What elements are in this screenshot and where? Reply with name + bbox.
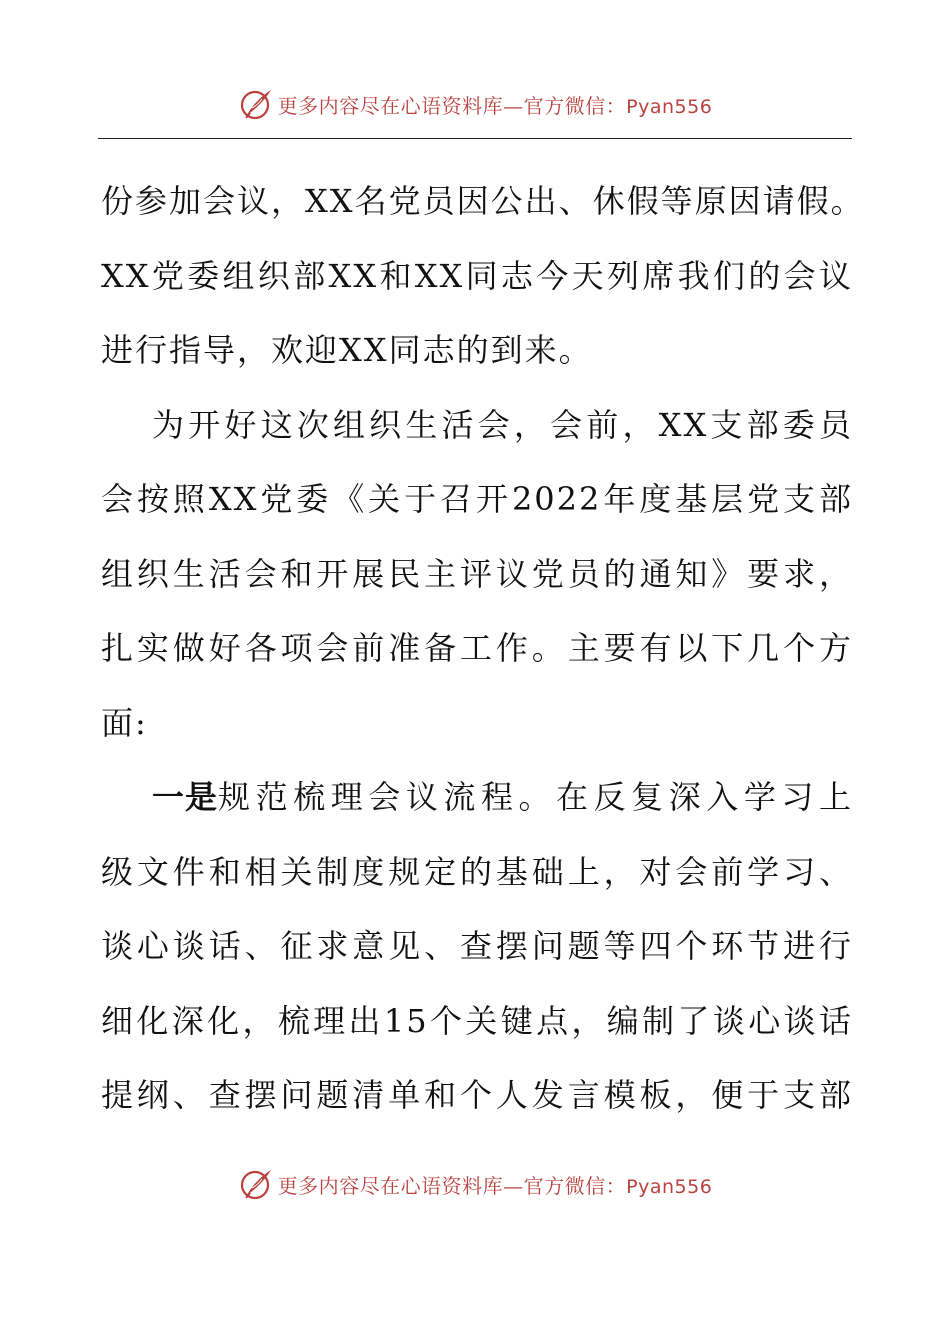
- header-banner-text: [278, 90, 713, 119]
- text-line: 提纲、查摆问题清单和个人发言模板，便于支部: [101, 1076, 853, 1114]
- paragraph-lead: 一是: [152, 778, 219, 816]
- text-line: 面:: [101, 703, 148, 742]
- header-divider: [98, 138, 852, 139]
- text-line: 谈心谈话、征求意见、查摆问题等四个环节进行: [101, 927, 853, 965]
- footer-banner-text: [278, 1170, 713, 1199]
- text-line: 扎实做好各项会前准备工作。主要有以下几个方: [101, 629, 853, 667]
- footer-banner-label: 更多内容尽在心语资料库—官方微信：: [277, 1173, 627, 1198]
- footer-banner-handle: Pyan556: [626, 1175, 713, 1198]
- quill-pen-icon: [238, 1166, 274, 1202]
- text-line: 组织生活会和开展民主评议党员的通知》要求，: [101, 554, 853, 593]
- text-line-with-lead: [101, 760, 853, 835]
- header-banner-label: 更多内容尽在心语资料库—官方微信：: [277, 93, 627, 118]
- text-line: 进行指导，欢迎XX同志的到来。: [101, 331, 593, 369]
- header-banner-handle: Pyan556: [626, 95, 713, 118]
- text-line: 为开好这次组织生活会，会前，XX支部委员: [152, 405, 853, 444]
- document-body: [101, 164, 865, 1133]
- text-line: 级文件和相关制度规定的基础上，对会前学习、: [101, 852, 853, 891]
- text-line-rest: 规范梳理会议流程。在反复深入学习上: [218, 778, 853, 816]
- footer-watermark-banner: [0, 1162, 950, 1206]
- quill-pen-icon: [238, 86, 274, 122]
- text-line: 份参加会议，XX名党员因公出、休假等原因请假。: [101, 182, 865, 220]
- header-watermark-banner: [0, 82, 950, 126]
- text-line: XX党委组织部XX和XX同志今天列席我们的会议: [101, 256, 853, 295]
- text-line: 细化深化，梳理出15个关键点，编制了谈心谈话: [101, 1001, 853, 1040]
- text-line: 会按照XX党委《关于召开2022年度基层党支部: [101, 480, 853, 518]
